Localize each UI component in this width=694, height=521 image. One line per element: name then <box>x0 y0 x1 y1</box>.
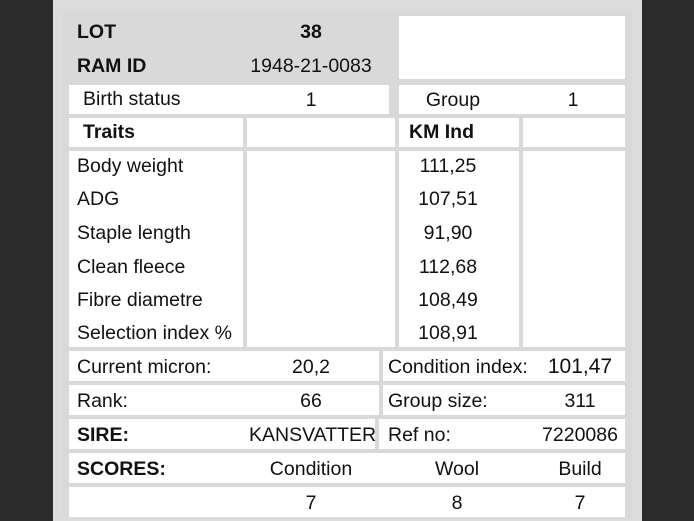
ram-id-label: RAM ID <box>77 55 147 77</box>
micron-label: Current micron: <box>77 356 212 378</box>
photo-area <box>399 16 625 79</box>
trait-value: 112,68 <box>418 256 478 278</box>
group-value: 1 <box>567 89 579 111</box>
score-build-label: Build <box>558 458 602 480</box>
km-ind-heading: KM Ind <box>409 120 474 143</box>
sire-label: SIRE: <box>77 424 130 446</box>
traits-blank-header <box>247 118 395 147</box>
score-condition-value: 7 <box>305 492 317 514</box>
trait-value: 111,25 <box>419 155 477 177</box>
trait-value: 108,49 <box>418 289 478 311</box>
page <box>53 0 642 521</box>
trait-name: Body weight <box>77 155 184 177</box>
micron-value: 20,2 <box>292 356 330 378</box>
group-size-label: Group size: <box>388 390 488 412</box>
birth-status-label: Birth status <box>83 87 181 110</box>
score-wool-label: Wool <box>434 458 480 480</box>
traits-blank-header-2 <box>523 118 625 147</box>
rank-value: 66 <box>300 390 322 412</box>
sire-name: KANSVATTER <box>249 424 377 446</box>
group-label: Group <box>425 89 481 111</box>
lot-value: 38 <box>300 21 322 43</box>
km-ind-heading-cell <box>399 118 519 147</box>
condition-index-label: Condition index: <box>388 356 528 378</box>
ram-card <box>63 10 632 517</box>
km-ind-column <box>399 151 519 347</box>
lot-label: LOT <box>77 21 116 43</box>
traits-blank-column <box>247 151 395 347</box>
scores-label: SCORES: <box>77 458 166 480</box>
score-wool-value: 8 <box>451 492 463 514</box>
traits-blank-column-2 <box>523 151 625 347</box>
trait-value: 107,51 <box>418 188 478 210</box>
rank-label: Rank: <box>77 390 128 412</box>
trait-value: 108,91 <box>418 322 478 344</box>
trait-name: Staple length <box>77 222 191 244</box>
trait-name: Selection index % <box>77 322 233 344</box>
ref-no-label: Ref no: <box>388 424 451 446</box>
birth-status-value: 1 <box>305 89 317 111</box>
trait-name: Fibre diametre <box>77 289 203 311</box>
group-size-value: 311 <box>564 390 596 412</box>
score-condition-label: Condition <box>269 458 353 480</box>
ref-no-value: 7220086 <box>542 424 618 446</box>
condition-index-value: 101,47 <box>547 355 613 378</box>
traits-names-column <box>69 151 243 347</box>
ram-id-value: 1948-21-0083 <box>250 55 372 77</box>
trait-name: Clean fleece <box>77 256 186 278</box>
trait-name: ADG <box>77 188 120 210</box>
traits-heading: Traits <box>83 120 136 143</box>
traits-heading-cell <box>69 118 243 147</box>
trait-value: 91,90 <box>423 222 473 244</box>
score-build-value: 7 <box>574 492 586 514</box>
